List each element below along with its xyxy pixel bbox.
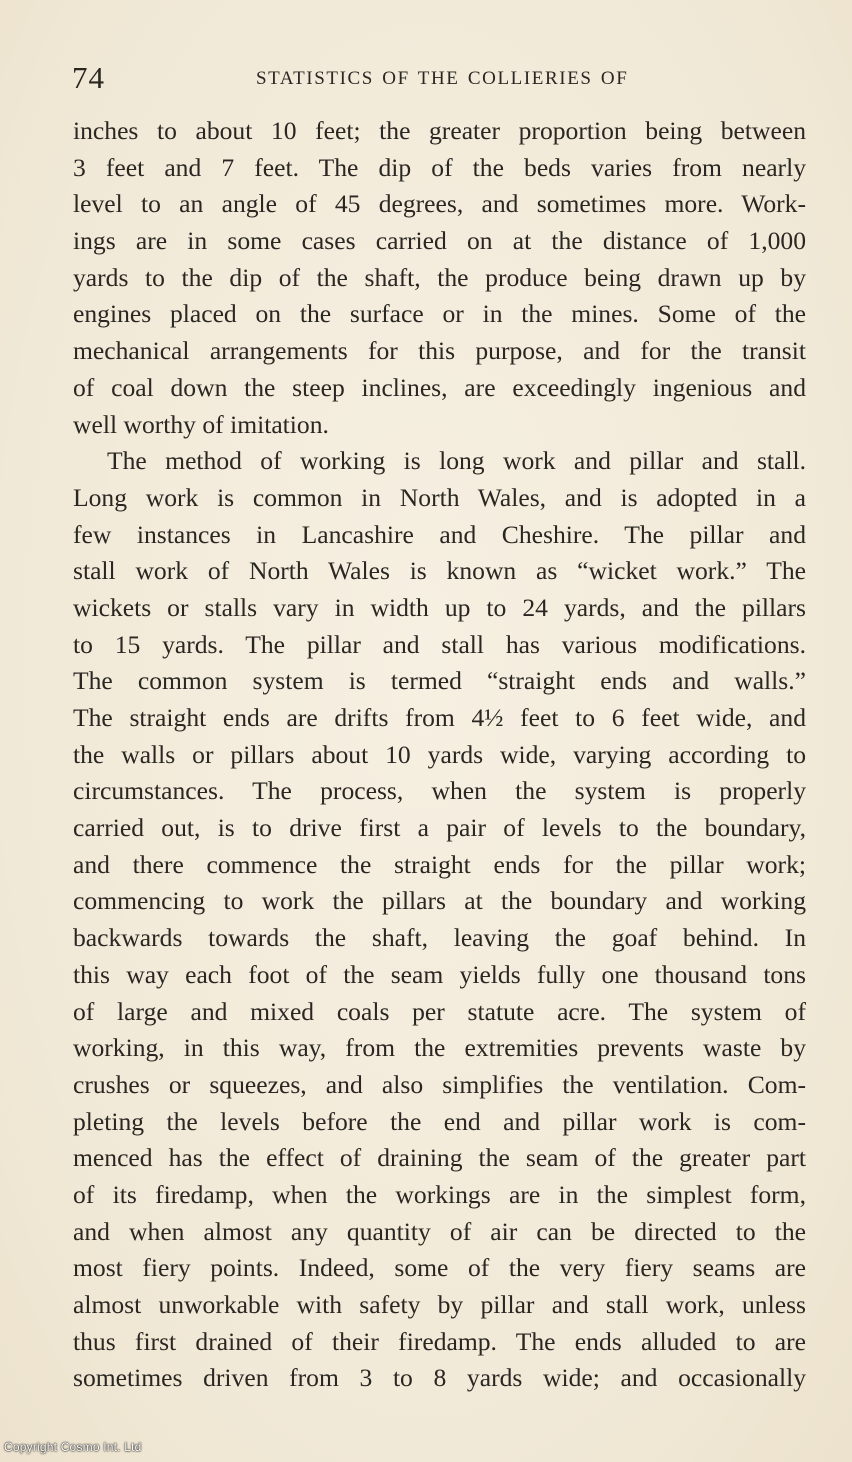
text-line: mechanical arrangements for this purpose, and for the transit [73, 336, 806, 366]
text-line: commencing to work the pillars at the boundary and working [73, 886, 806, 916]
text-line: inches to about 10 feet; the greater proportion being between [73, 116, 806, 145]
text-line: of large and mixed coals per statute acre. The system of [73, 996, 806, 1026]
text-line: The straight ends are drifts from 4½ feet to 6 feet wide, and [73, 703, 806, 732]
copyright-watermark: Copyright Cosmo Int. Ltd [4, 1440, 142, 1454]
text-line: The common system is termed “straight ends and walls.” [73, 666, 806, 696]
page-number: 74 [72, 60, 105, 95]
running-title: STATISTICS OF THE COLLIERIES OF [256, 68, 629, 89]
text-line: almost unworkable with safety by pillar and stall work, unless [73, 1290, 806, 1319]
text-line: backwards towards the shaft, leaving the goaf behind. In [73, 923, 806, 953]
body-text [73, 113, 806, 1397]
text-line: of its firedamp, when the workings are in the simplest form, [73, 1179, 806, 1209]
text-line: to 15 yards. The pillar and stall has various modifications. [73, 629, 806, 659]
text-line: and there commence the straight ends for the pillar work; [73, 849, 806, 879]
text-line: stall work of North Wales is known as “wicket work.” The [73, 556, 806, 586]
paragraph-1 [73, 113, 806, 443]
text-line: and when almost any quantity of air can be directed to the [73, 1216, 806, 1246]
text-line: working, in this way, from the extremities prevents waste by [73, 1033, 806, 1063]
text-line: pleting the levels before the end and pillar work is com- [73, 1106, 806, 1136]
text-line: most fiery points. Indeed, some of the very fiery seams are [73, 1253, 806, 1283]
text-line: this way each foot of the seam yields fully one thousand tons [73, 959, 806, 989]
text-line: sometimes driven from 3 to 8 yards wide; and occasionally [73, 1363, 806, 1393]
text-line: yards to the dip of the shaft, the produce being drawn up by [73, 262, 806, 292]
text-line: few instances in Lancashire and Cheshire. The pillar and [73, 519, 806, 549]
text-line: the walls or pillars about 10 yards wide, varying according to [73, 739, 806, 769]
text-line: wickets or stalls vary in width up to 24 yards, and the pillars [73, 592, 806, 622]
text-line: ings are in some cases carried on at the distance of 1,000 [73, 226, 806, 256]
text-line: circumstances. The process, when the system is properly [73, 776, 806, 806]
text-line: level to an angle of 45 degrees, and sometimes more. Work- [73, 189, 806, 219]
text-line: The method of working is long work and pillar and stall. [107, 446, 806, 476]
running-head [72, 60, 812, 100]
text-line: carried out, is to drive first a pair of levels to the boundary, [73, 813, 806, 843]
paragraph-2 [73, 443, 806, 1397]
text-line: Long work is common in North Wales, and is adopted in a [73, 482, 806, 512]
text-line: of coal down the steep inclines, are exceedingly ingenious and [73, 372, 806, 402]
text-line: engines placed on the surface or in the mines. Some of the [73, 299, 806, 329]
text-line: menced has the effect of draining the seam of the greater part [73, 1143, 806, 1173]
text-line: thus first drained of their firedamp. The ends alluded to are [73, 1326, 806, 1356]
text-line: 3 feet and 7 feet. The dip of the beds varies from nearly [73, 152, 806, 182]
text-line: crushes or squeezes, and also simplifies the ventilation. Com- [73, 1069, 806, 1099]
text-line: well worthy of imitation. [73, 409, 329, 439]
